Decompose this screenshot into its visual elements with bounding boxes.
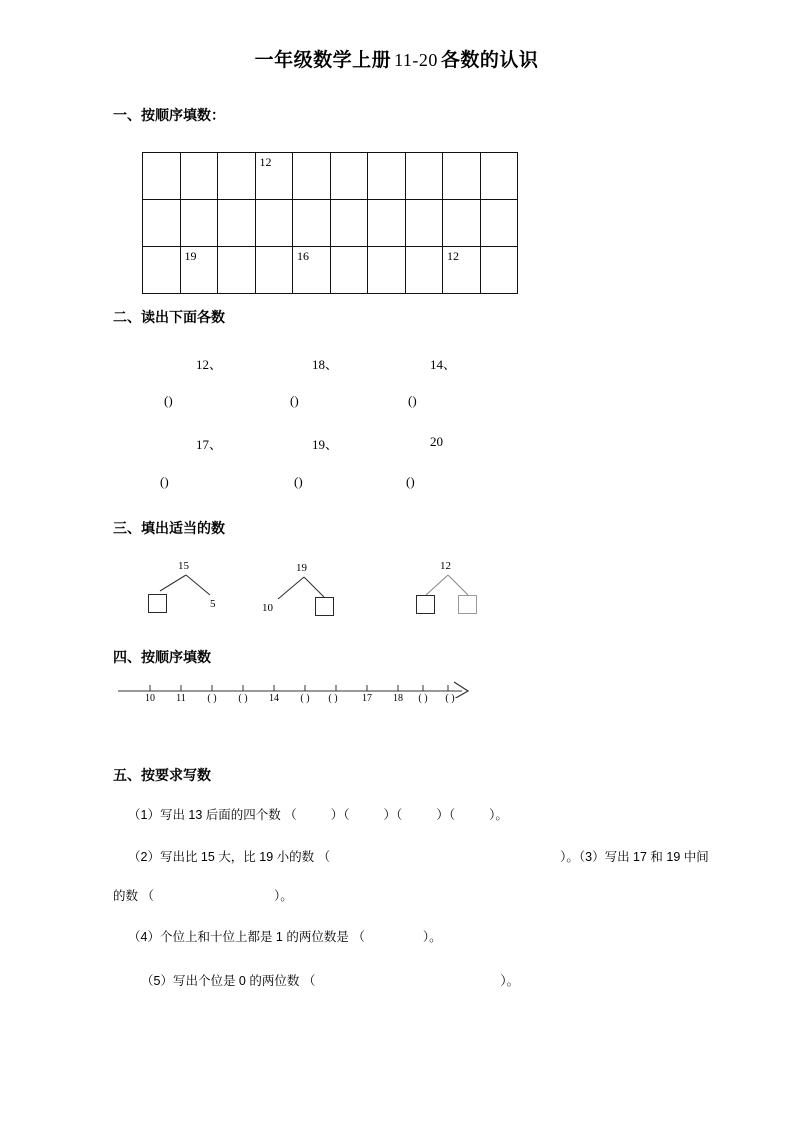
table-row: [143, 153, 518, 200]
answer-blank[interactable]: ( ): [290, 393, 299, 408]
table-cell[interactable]: [405, 200, 443, 247]
table-cell[interactable]: [368, 247, 406, 294]
table-cell[interactable]: [293, 200, 331, 247]
section-five-heading: 五、按要求写数: [113, 767, 211, 783]
table-cell[interactable]: [293, 153, 331, 200]
section-three-heading: 三、填出适当的数: [113, 520, 225, 536]
table-cell[interactable]: [405, 153, 443, 200]
read-number-18: 18、: [312, 357, 339, 372]
fill-in-order-table: [142, 152, 518, 294]
bond-top-value: 15: [178, 560, 189, 572]
bond-right-blank-box[interactable]: [458, 595, 477, 614]
table-cell[interactable]: [443, 200, 481, 247]
table-cell[interactable]: [218, 247, 256, 294]
read-numbers-row-two: [0, 434, 793, 454]
question-3-text: 的数 （: [113, 889, 154, 903]
number-line-blank[interactable]: ( ): [418, 693, 428, 704]
answer-blank[interactable]: ( ): [164, 393, 173, 408]
table-cell[interactable]: [330, 153, 368, 200]
table-cell[interactable]: [180, 200, 218, 247]
bond-left-blank-box[interactable]: [416, 595, 435, 614]
table-cell[interactable]: [255, 200, 293, 247]
number-line-label: 10: [145, 693, 155, 704]
table-row: [143, 247, 518, 294]
table-cell[interactable]: [218, 200, 256, 247]
table-cell[interactable]: [480, 153, 518, 200]
title-number-range: 11-20: [394, 50, 438, 70]
section-one-heading: 一、按顺序填数：: [113, 107, 225, 123]
table-body: [143, 153, 518, 294]
question-4-end: ）。: [422, 930, 442, 944]
number-line-label: 14: [269, 693, 279, 704]
number-line-blank[interactable]: ( ): [445, 693, 455, 704]
number-line-blank[interactable]: ( ): [328, 693, 338, 704]
number-bond-12: [410, 557, 530, 627]
table-cell[interactable]: [480, 247, 518, 294]
question-2-end-and-question-3-start: ）。（3）写出 17 和 19 中间: [560, 850, 709, 864]
bond-top-value: 12: [440, 560, 451, 572]
table-cell[interactable]: [330, 200, 368, 247]
table-cell[interactable]: [330, 247, 368, 294]
question-1-text: （1）写出 13 后面的四个数 （: [128, 808, 297, 822]
table-cell[interactable]: 19: [180, 247, 218, 294]
number-line-blank[interactable]: ( ): [238, 693, 248, 704]
number-line-label: 18: [393, 693, 403, 704]
title-prefix: 一年级数学上册: [254, 50, 392, 71]
table-cell[interactable]: [480, 200, 518, 247]
question-2: [128, 850, 709, 865]
question-4-text: （4）个位上和十位上都是 1 的两位数是 （: [128, 930, 365, 944]
bond-top-value: 19: [296, 562, 307, 574]
read-answer-row-one: [0, 393, 793, 413]
question-3-end: ）。: [273, 889, 293, 903]
number-line-blank[interactable]: ( ): [300, 693, 310, 704]
table-cell[interactable]: 12: [443, 247, 481, 294]
table-cell[interactable]: [368, 200, 406, 247]
table-cell[interactable]: [218, 153, 256, 200]
table-cell[interactable]: [405, 247, 443, 294]
table-cell[interactable]: [368, 153, 406, 200]
question-5: [141, 974, 519, 989]
question-5-text: （5）写出个位是 0 的两位数 （: [141, 974, 316, 988]
question-3-continuation: [113, 889, 293, 904]
read-number-12: 12、: [196, 357, 223, 372]
bond-right-value: 5: [210, 598, 216, 610]
number-bond-branches-icon: [140, 557, 260, 627]
bond-right-blank-box[interactable]: [315, 597, 334, 616]
table-cell[interactable]: [143, 247, 181, 294]
question-2-text: （2）写出比 15 大，比 19 小的数 （: [128, 850, 331, 864]
number-line-label: 17: [362, 693, 372, 704]
number-line-blank[interactable]: ( ): [207, 693, 217, 704]
bond-left-blank-box[interactable]: [148, 594, 167, 613]
number-bond-branches-icon: [258, 557, 378, 627]
number-bond-branches-icon: [410, 557, 530, 627]
question-1-end: ）。: [489, 808, 508, 822]
answer-blank[interactable]: ( ): [294, 474, 303, 489]
section-four-heading: 四、按顺序填数: [113, 649, 211, 665]
read-number-17: 17、: [196, 437, 223, 452]
question-1: [128, 808, 508, 823]
section-two-heading: 二、读出下面各数: [113, 309, 225, 325]
question-1-sep: ）（: [383, 808, 403, 822]
table-cell[interactable]: [143, 200, 181, 247]
table-cell[interactable]: [255, 247, 293, 294]
number-bond-15: [140, 557, 260, 627]
page-title: [0, 45, 793, 72]
table-cell[interactable]: [180, 153, 218, 200]
answer-blank[interactable]: ( ): [408, 393, 417, 408]
read-numbers-row-one: [0, 354, 793, 374]
table-row: [143, 200, 518, 247]
question-4: [128, 930, 442, 945]
answer-blank[interactable]: ( ): [406, 474, 415, 489]
answer-blank[interactable]: ( ): [160, 474, 169, 489]
read-number-20: 20: [430, 434, 443, 449]
question-1-sep: ）（: [330, 808, 350, 822]
question-5-end: ）。: [500, 974, 520, 988]
table-cell[interactable]: 16: [293, 247, 331, 294]
table-cell[interactable]: 12: [255, 153, 293, 200]
read-answer-row-two: [0, 474, 793, 494]
read-number-19: 19、: [312, 437, 339, 452]
question-1-sep: ）（: [436, 808, 456, 822]
number-bond-19: [258, 557, 378, 627]
bond-left-value: 10: [262, 602, 273, 614]
title-suffix: 各数的认识: [440, 50, 539, 71]
number-line: [118, 676, 478, 712]
table-cell[interactable]: [443, 153, 481, 200]
number-line-label: 11: [176, 693, 186, 704]
table-cell[interactable]: [143, 153, 181, 200]
read-number-14: 14、: [430, 357, 457, 372]
